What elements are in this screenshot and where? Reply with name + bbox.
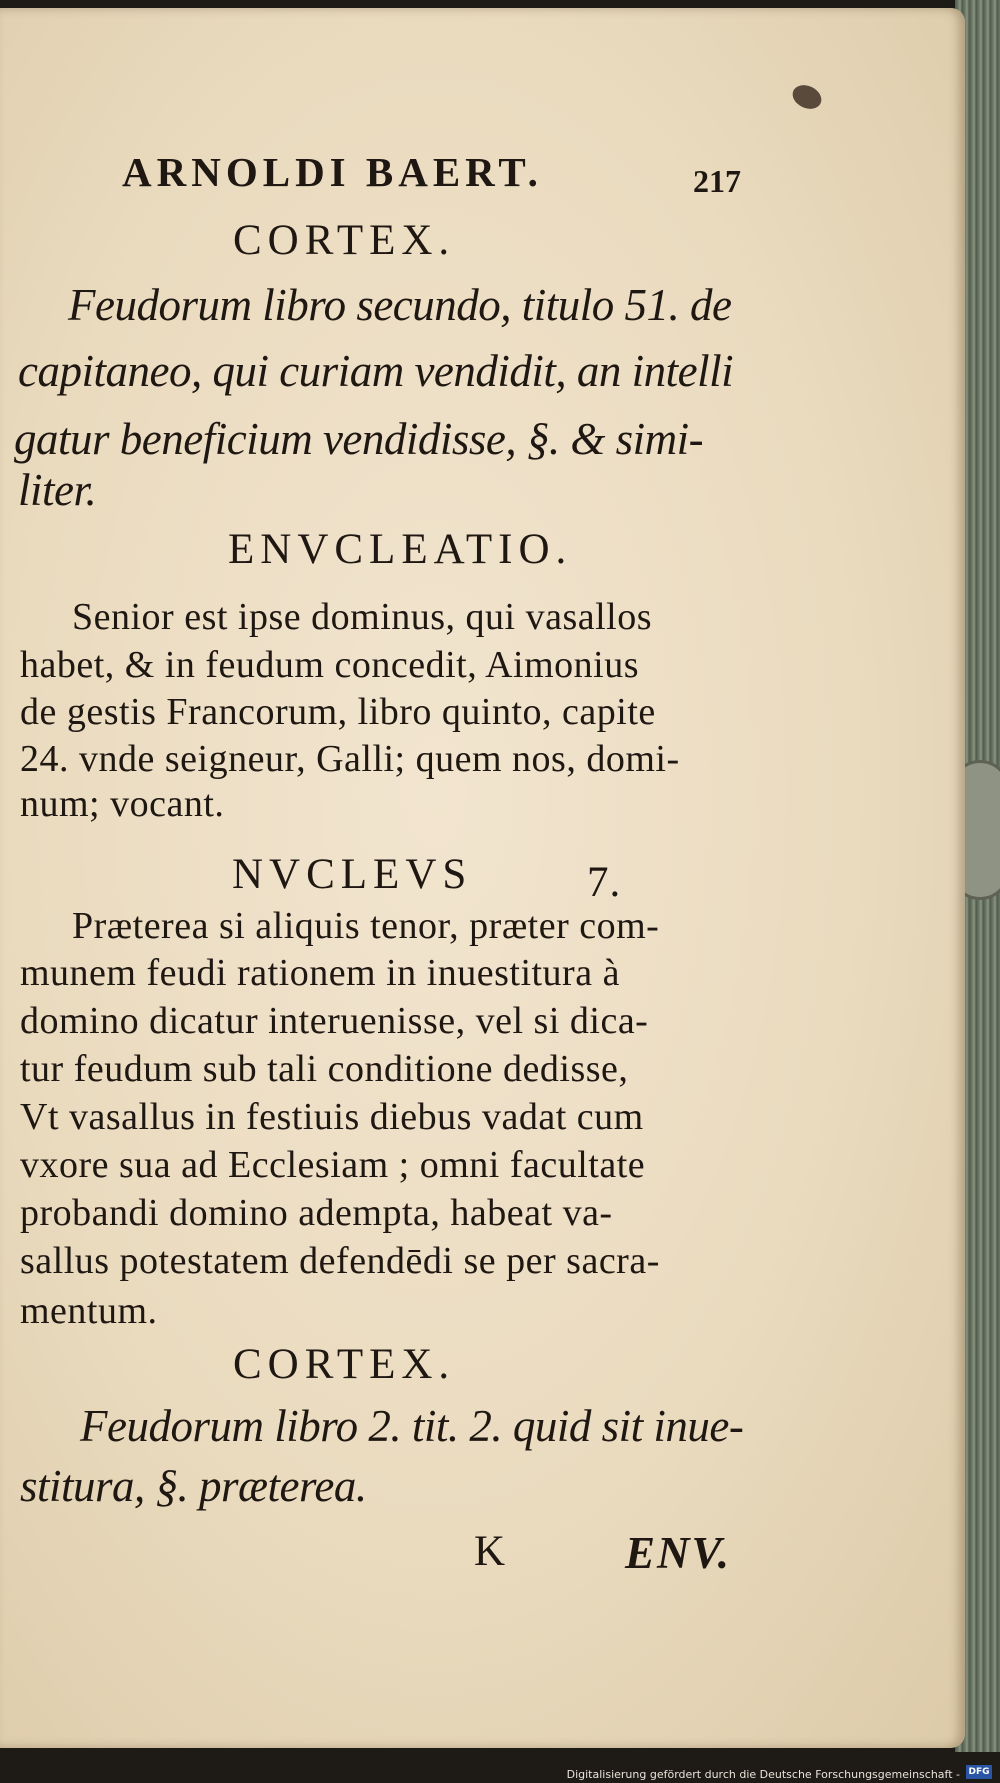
nucleus-number: 7. [587,859,622,906]
cortex1-line-4: liter. [18,465,97,515]
nucleus-heading: NVCLEVS [232,851,473,898]
cortex-heading-2: CORTEX. [233,1341,456,1388]
nucleus-line-5: Vt vasallus in festiuis diebus vadat cum [20,1096,644,1138]
cortex1-line-3: gatur beneficium vendidisse, §. & simi- [14,414,704,464]
nucleus-line-9: mentum. [20,1290,158,1332]
enucleatio-line-3: de gestis Francorum, libro quinto, capite [20,691,656,733]
catchword: ENV. [625,1528,731,1578]
cortex2-line-1: Feudorum libro 2. tit. 2. quid sit inue- [80,1401,744,1451]
running-head: ARNOLDI BAERT. [122,149,543,195]
cortex1-line-1: Feudorum libro secundo, titulo 51. de [68,280,732,330]
dfg-logo: DFG [966,1765,992,1779]
nucleus-line-8: sallus potestatem defendēdi se per sacra- [20,1240,660,1282]
cortex2-line-2: stitura, §. præterea. [20,1461,367,1511]
nucleus-line-2: munem feudi rationem in inuestitura à [20,952,620,994]
signature-mark: K [474,1528,506,1575]
cortex1-line-2: capitaneo, qui curiam vendidit, an intelli [18,346,734,396]
nucleus-line-4: tur feudum sub tali conditione dedisse, [20,1048,629,1090]
nucleus-line-1: Præterea si aliquis tenor, præter com- [72,905,660,947]
enucleatio-line-2: habet, & in feudum concedit, Aimonius [20,644,640,686]
enucleatio-line-4: 24. vnde seigneur, Galli; quem nos, domi- [20,738,680,780]
digitization-footer: Digitalisierung gefördert durch die Deutsche Forschungsgemeinschaft - [566,1768,960,1781]
enucleatio-heading: ENVCLEATIO. [228,526,573,573]
ink-stain [789,81,825,114]
nucleus-line-6: vxore sua ad Ecclesiam ; omni facultate [20,1144,646,1186]
enucleatio-line-5: num; vocant. [20,783,225,825]
nucleus-line-3: domino dicatur interuenisse, vel si dica- [20,1000,649,1042]
nucleus-line-7: probandi domino adempta, habeat va- [20,1192,613,1234]
page-number: 217 [693,163,741,199]
enucleatio-line-1: Senior est ipse dominus, qui vasallos [72,596,653,638]
cortex-heading-1: CORTEX. [233,217,456,264]
